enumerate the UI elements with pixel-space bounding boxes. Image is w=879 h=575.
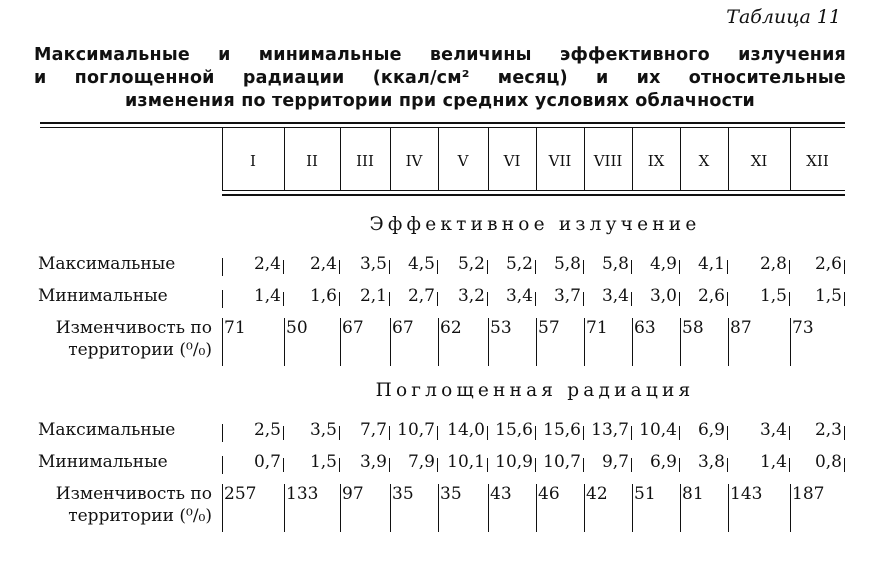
header-rule-top-2: [40, 127, 845, 128]
table-cell: 3,0: [649, 286, 677, 306]
variability-divider: [488, 484, 489, 532]
variability-divider: [536, 318, 537, 366]
table-cell: 3,4: [601, 286, 629, 306]
table-cell: 15,6: [495, 420, 533, 440]
month-header: X: [698, 152, 710, 170]
table-cell: 2,7: [407, 286, 435, 306]
table-cell: 53: [490, 318, 512, 338]
table-cell: 42: [586, 484, 608, 504]
cell-divider: [844, 458, 845, 472]
table-cell: 71: [224, 318, 246, 338]
table-cell: 62: [440, 318, 462, 338]
table-cell: 9,7: [601, 452, 629, 472]
row-label: территории (⁰/₀): [68, 506, 212, 526]
row-label: территории (⁰/₀): [68, 340, 212, 360]
table-cell: 1,5: [814, 286, 842, 306]
table-cell: 14,0: [447, 420, 485, 440]
table-cell: 5,8: [553, 254, 581, 274]
month-header: IV: [405, 152, 423, 170]
table-cell: 46: [538, 484, 560, 504]
table-cell: 67: [392, 318, 414, 338]
table-cell: 3,2: [457, 286, 485, 306]
table-cell: 257: [224, 484, 257, 504]
table-cell: 143: [730, 484, 763, 504]
table-cell: 2,6: [697, 286, 725, 306]
section-title: Поглощенная радиация: [375, 380, 695, 401]
variability-divider: [680, 318, 681, 366]
table-cell: 81: [682, 484, 704, 504]
table-cell: 3,5: [359, 254, 387, 274]
table-cell: 4,5: [407, 254, 435, 274]
table-cell: 10,7: [543, 452, 581, 472]
table-cell: 0,7: [253, 452, 281, 472]
row-label: Минимальные: [38, 286, 168, 306]
month-header: XII: [806, 152, 829, 170]
table-cell: 5,2: [505, 254, 533, 274]
variability-divider: [680, 484, 681, 532]
table-cell: 57: [538, 318, 560, 338]
table-cell: 71: [586, 318, 608, 338]
month-header: XI: [750, 152, 768, 170]
variability-divider: [340, 318, 341, 366]
table-cell: 10,1: [447, 452, 485, 472]
table-cell: 2,1: [359, 286, 387, 306]
variability-divider: [632, 484, 633, 532]
header-rule-top: [40, 122, 845, 124]
title-line-3: изменения по территории при средних условиях облачности: [124, 91, 756, 111]
variability-divider: [222, 484, 223, 532]
title-line-1: Максимальные и минимальные величины эффективного излучения: [34, 45, 846, 65]
table-cell: 87: [730, 318, 752, 338]
table-cell: 15,6: [543, 420, 581, 440]
row-label: Изменчивость по: [55, 484, 212, 504]
table-cell: 35: [440, 484, 462, 504]
table-cell: 97: [342, 484, 364, 504]
variability-divider: [584, 484, 585, 532]
table-cell: 133: [286, 484, 319, 504]
table-cell: 3,5: [309, 420, 337, 440]
table-cell: 10,9: [495, 452, 533, 472]
table-cell: 35: [392, 484, 414, 504]
row-label: Максимальные: [38, 420, 176, 440]
table-label: Таблица 11: [726, 6, 841, 28]
table-cell: 67: [342, 318, 364, 338]
variability-divider: [438, 318, 439, 366]
table-title: [34, 44, 846, 113]
table-cell: 63: [634, 318, 656, 338]
table-cell: 1,4: [759, 452, 787, 472]
table-cell: 2,6: [814, 254, 842, 274]
row-label: Минимальные: [38, 452, 168, 472]
section-title: Эффективное излучение: [369, 214, 701, 235]
variability-divider: [632, 318, 633, 366]
table-cell: 1,6: [309, 286, 337, 306]
month-header: V: [457, 152, 469, 170]
table-cell: 2,5: [253, 420, 281, 440]
table-cell: 10,7: [397, 420, 435, 440]
variability-divider: [536, 484, 537, 532]
table-cell: 6,9: [697, 420, 725, 440]
cell-divider: [844, 260, 845, 274]
row-label: Максимальные: [38, 254, 176, 274]
table-cell: 6,9: [649, 452, 677, 472]
variability-divider: [340, 484, 341, 532]
header-rule-bottom: [222, 190, 845, 191]
table-cell: 5,2: [457, 254, 485, 274]
header-rule-bottom-2: [222, 194, 845, 196]
table-cell: 3,4: [759, 420, 787, 440]
cell-divider: [844, 292, 845, 306]
row-label: Изменчивость по: [55, 318, 212, 338]
table-cell: 13,7: [591, 420, 629, 440]
table-cell: 10,4: [639, 420, 677, 440]
table-cell: 4,1: [697, 254, 725, 274]
table-cell: 187: [792, 484, 825, 504]
table-cell: 7,9: [407, 452, 435, 472]
table-cell: 5,8: [601, 254, 629, 274]
cell-divider: [844, 426, 845, 440]
table-cell: 1,5: [309, 452, 337, 472]
table-cell: 2,4: [253, 254, 281, 274]
table-cell: 1,5: [759, 286, 787, 306]
month-header: I: [250, 152, 256, 170]
variability-divider: [284, 318, 285, 366]
table-cell: 3,9: [359, 452, 387, 472]
table-cell: 51: [634, 484, 656, 504]
table-cell: 2,4: [309, 254, 337, 274]
variability-divider: [222, 318, 223, 366]
variability-divider: [584, 318, 585, 366]
table-cell: 2,8: [759, 254, 787, 274]
title-line-2: и поглощенной радиации (ккал/см² месяц) и их относительные: [34, 68, 846, 88]
variability-divider: [488, 318, 489, 366]
variability-divider: [728, 484, 729, 532]
variability-divider: [284, 484, 285, 532]
month-header: VII: [548, 152, 572, 170]
variability-divider: [790, 484, 791, 532]
variability-divider: [728, 318, 729, 366]
variability-divider: [438, 484, 439, 532]
variability-divider: [390, 484, 391, 532]
month-header: VIII: [593, 152, 623, 170]
table-cell: 1,4: [253, 286, 281, 306]
variability-divider: [790, 318, 791, 366]
table-cell: 73: [792, 318, 814, 338]
table-cell: 3,7: [553, 286, 581, 306]
table-cell: 58: [682, 318, 704, 338]
table-cell: 7,7: [359, 420, 387, 440]
table-cell: 43: [490, 484, 512, 504]
month-header: III: [356, 152, 374, 170]
table-cell: 2,3: [814, 420, 842, 440]
table-cell: 0,8: [814, 452, 842, 472]
table-cell: 3,8: [697, 452, 725, 472]
month-header: IX: [647, 152, 665, 170]
table-cell: 3,4: [505, 286, 533, 306]
month-header: VI: [503, 152, 521, 170]
table-cell: 4,9: [649, 254, 677, 274]
variability-divider: [390, 318, 391, 366]
month-header: II: [306, 152, 318, 170]
table-cell: 50: [286, 318, 308, 338]
